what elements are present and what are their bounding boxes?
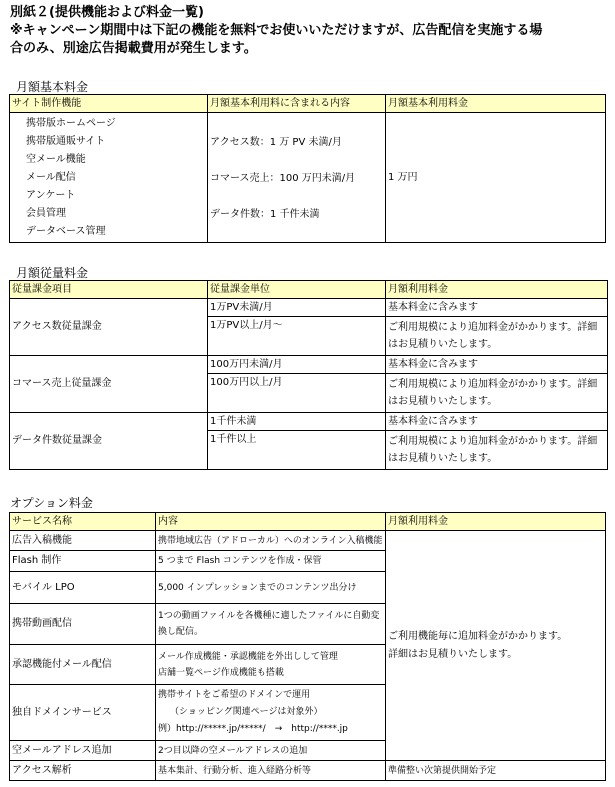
option-fee: 準備整い次第提供開始予定 xyxy=(386,761,606,781)
option-content: 基本集計、行動分析、進入経路分析等 xyxy=(156,761,386,781)
option-content-line: メール作成機能・承認機能を外出しして管理 xyxy=(158,651,338,662)
feature-item: 携帯版ホームページ xyxy=(26,118,116,129)
usage-unit: 1千件未満 xyxy=(208,413,386,431)
option-content: 2つ目以降の空メールアドレスの追加 xyxy=(156,741,386,761)
notice-line-1: ※キャンペーン期間中は下記の機能を無料でお使いいただけますが、広告配信を実施する場 xyxy=(10,23,543,38)
option-section-title: オプション料金 xyxy=(10,496,93,510)
basic-price-cell: 1 万円 xyxy=(386,113,606,243)
notice-line-2: 合のみ、別途広告掲載費用が発生します。 xyxy=(10,41,257,56)
option-name: モバイル LPO xyxy=(10,572,156,604)
table-row xyxy=(10,531,606,551)
usage-col-unit: 従量課金単位 xyxy=(208,281,386,299)
option-content-line: 携帯サイトをご希望のドメインで運用 xyxy=(158,690,311,700)
content-item: データ件数：1 千件未満 xyxy=(210,209,320,220)
basic-contents-cell xyxy=(208,113,386,243)
usage-item: コマース売上従量課金 xyxy=(10,356,208,413)
option-content-line: 1つの動画ファイルを各機種に適したファイルに自動変 xyxy=(158,611,380,621)
feature-item: アンケート xyxy=(26,190,76,201)
option-content-line: （ショッピング関連ページは対象外） xyxy=(170,707,323,717)
option-content-line: 例）http://*****.jp/*****/ → http://****.jp xyxy=(158,724,348,734)
usage-col-fee: 月額利用料金 xyxy=(386,281,608,299)
option-merged-fee xyxy=(386,531,606,761)
option-content: 5,000 インプレッションまでのコンテンツ出分け xyxy=(156,572,386,604)
option-name: アクセス解析 xyxy=(10,761,156,781)
usage-fee: 基本料金に含みます xyxy=(386,413,608,431)
usage-fee: 基本料金に含みます xyxy=(386,356,608,374)
option-content xyxy=(156,645,386,685)
basic-col-feature: サイト制作機能 xyxy=(10,95,208,113)
basic-col-price: 月額基本利用料金 xyxy=(386,95,606,113)
option-fee-line: ご利用機能毎に追加料金がかかります。 xyxy=(388,630,568,642)
table-row xyxy=(10,356,608,374)
feature-item: データベース管理 xyxy=(26,226,106,237)
option-name: 独自ドメインサービス xyxy=(10,685,156,741)
usage-unit: 100万円未満/月 xyxy=(208,356,386,374)
usage-item: アクセス数従量課金 xyxy=(10,299,208,356)
usage-fee-line: ご利用規模により追加料金がかかります。詳細 xyxy=(388,436,598,447)
usage-fee xyxy=(386,374,608,413)
doc-title: 別紙２(提供機能および料金一覧) xyxy=(10,5,204,20)
table-row xyxy=(10,299,608,317)
usage-col-item: 従量課金項目 xyxy=(10,281,208,299)
feature-item: メール配信 xyxy=(26,172,76,183)
option-content: 携帯地域広告（アドローカル）へのオンライン入稿機能 xyxy=(156,531,386,551)
usage-unit: 1万PV以上/月～ xyxy=(208,317,386,356)
option-content xyxy=(156,604,386,645)
option-name: Flash 制作 xyxy=(10,551,156,572)
content-item: アクセス数：1 万 PV 未満/月 xyxy=(210,137,342,148)
option-content-line: 換し配信。 xyxy=(158,627,204,637)
content-item: コマース売上：100 万円未満/月 xyxy=(210,173,356,184)
option-name: 空メールアドレス追加 xyxy=(10,741,156,761)
option-name: 承認機能付メール配信 xyxy=(10,645,156,685)
usage-fee-line: はお見積りいたします。 xyxy=(388,339,498,350)
basic-features-cell xyxy=(10,113,208,243)
usage-section-title: 月額従量料金 xyxy=(16,266,89,280)
usage-unit: 1千件以上 xyxy=(208,431,386,470)
option-name: 携帯動画配信 xyxy=(10,604,156,645)
feature-item: 会員管理 xyxy=(26,208,66,219)
usage-fee xyxy=(386,317,608,356)
option-content: 5 つまで Flash コンテンツを作成・保管 xyxy=(156,551,386,572)
basic-col-content: 月額基本利用料に含まれる内容 xyxy=(208,95,386,113)
basic-section-title: 月額基本料金 xyxy=(16,80,89,94)
feature-item: 空メール機能 xyxy=(26,154,86,165)
usage-fee-table xyxy=(9,280,608,470)
option-col-name: サービス名称 xyxy=(10,513,156,531)
usage-item: データ件数従量課金 xyxy=(10,413,208,470)
feature-item: 携帯版通販サイト xyxy=(26,136,106,147)
basic-fee-table xyxy=(9,94,606,243)
usage-fee-line: ご利用規模により追加料金がかかります。詳細 xyxy=(388,322,598,333)
usage-fee-line: ご利用規模により追加料金がかかります。詳細 xyxy=(388,379,598,390)
usage-unit: 100万円以上/月 xyxy=(208,374,386,413)
usage-fee xyxy=(386,431,608,470)
option-name: 広告入稿機能 xyxy=(10,531,156,551)
option-fee-table xyxy=(9,512,606,781)
usage-unit: 1万PV未満/月 xyxy=(208,299,386,317)
option-content xyxy=(156,685,386,741)
usage-fee-line: はお見積りいたします。 xyxy=(388,453,498,464)
usage-fee: 基本料金に含みます xyxy=(386,299,608,317)
table-row xyxy=(10,761,606,781)
option-content-line: 店舗一覧ページ作成機能も搭載 xyxy=(158,667,284,678)
option-col-content: 内容 xyxy=(156,513,386,531)
table-row xyxy=(10,413,608,431)
usage-fee-line: はお見積りいたします。 xyxy=(388,396,498,407)
option-fee-line: 詳細はお見積りいたします。 xyxy=(388,648,518,660)
option-col-fee: 月額利用料金 xyxy=(386,513,606,531)
